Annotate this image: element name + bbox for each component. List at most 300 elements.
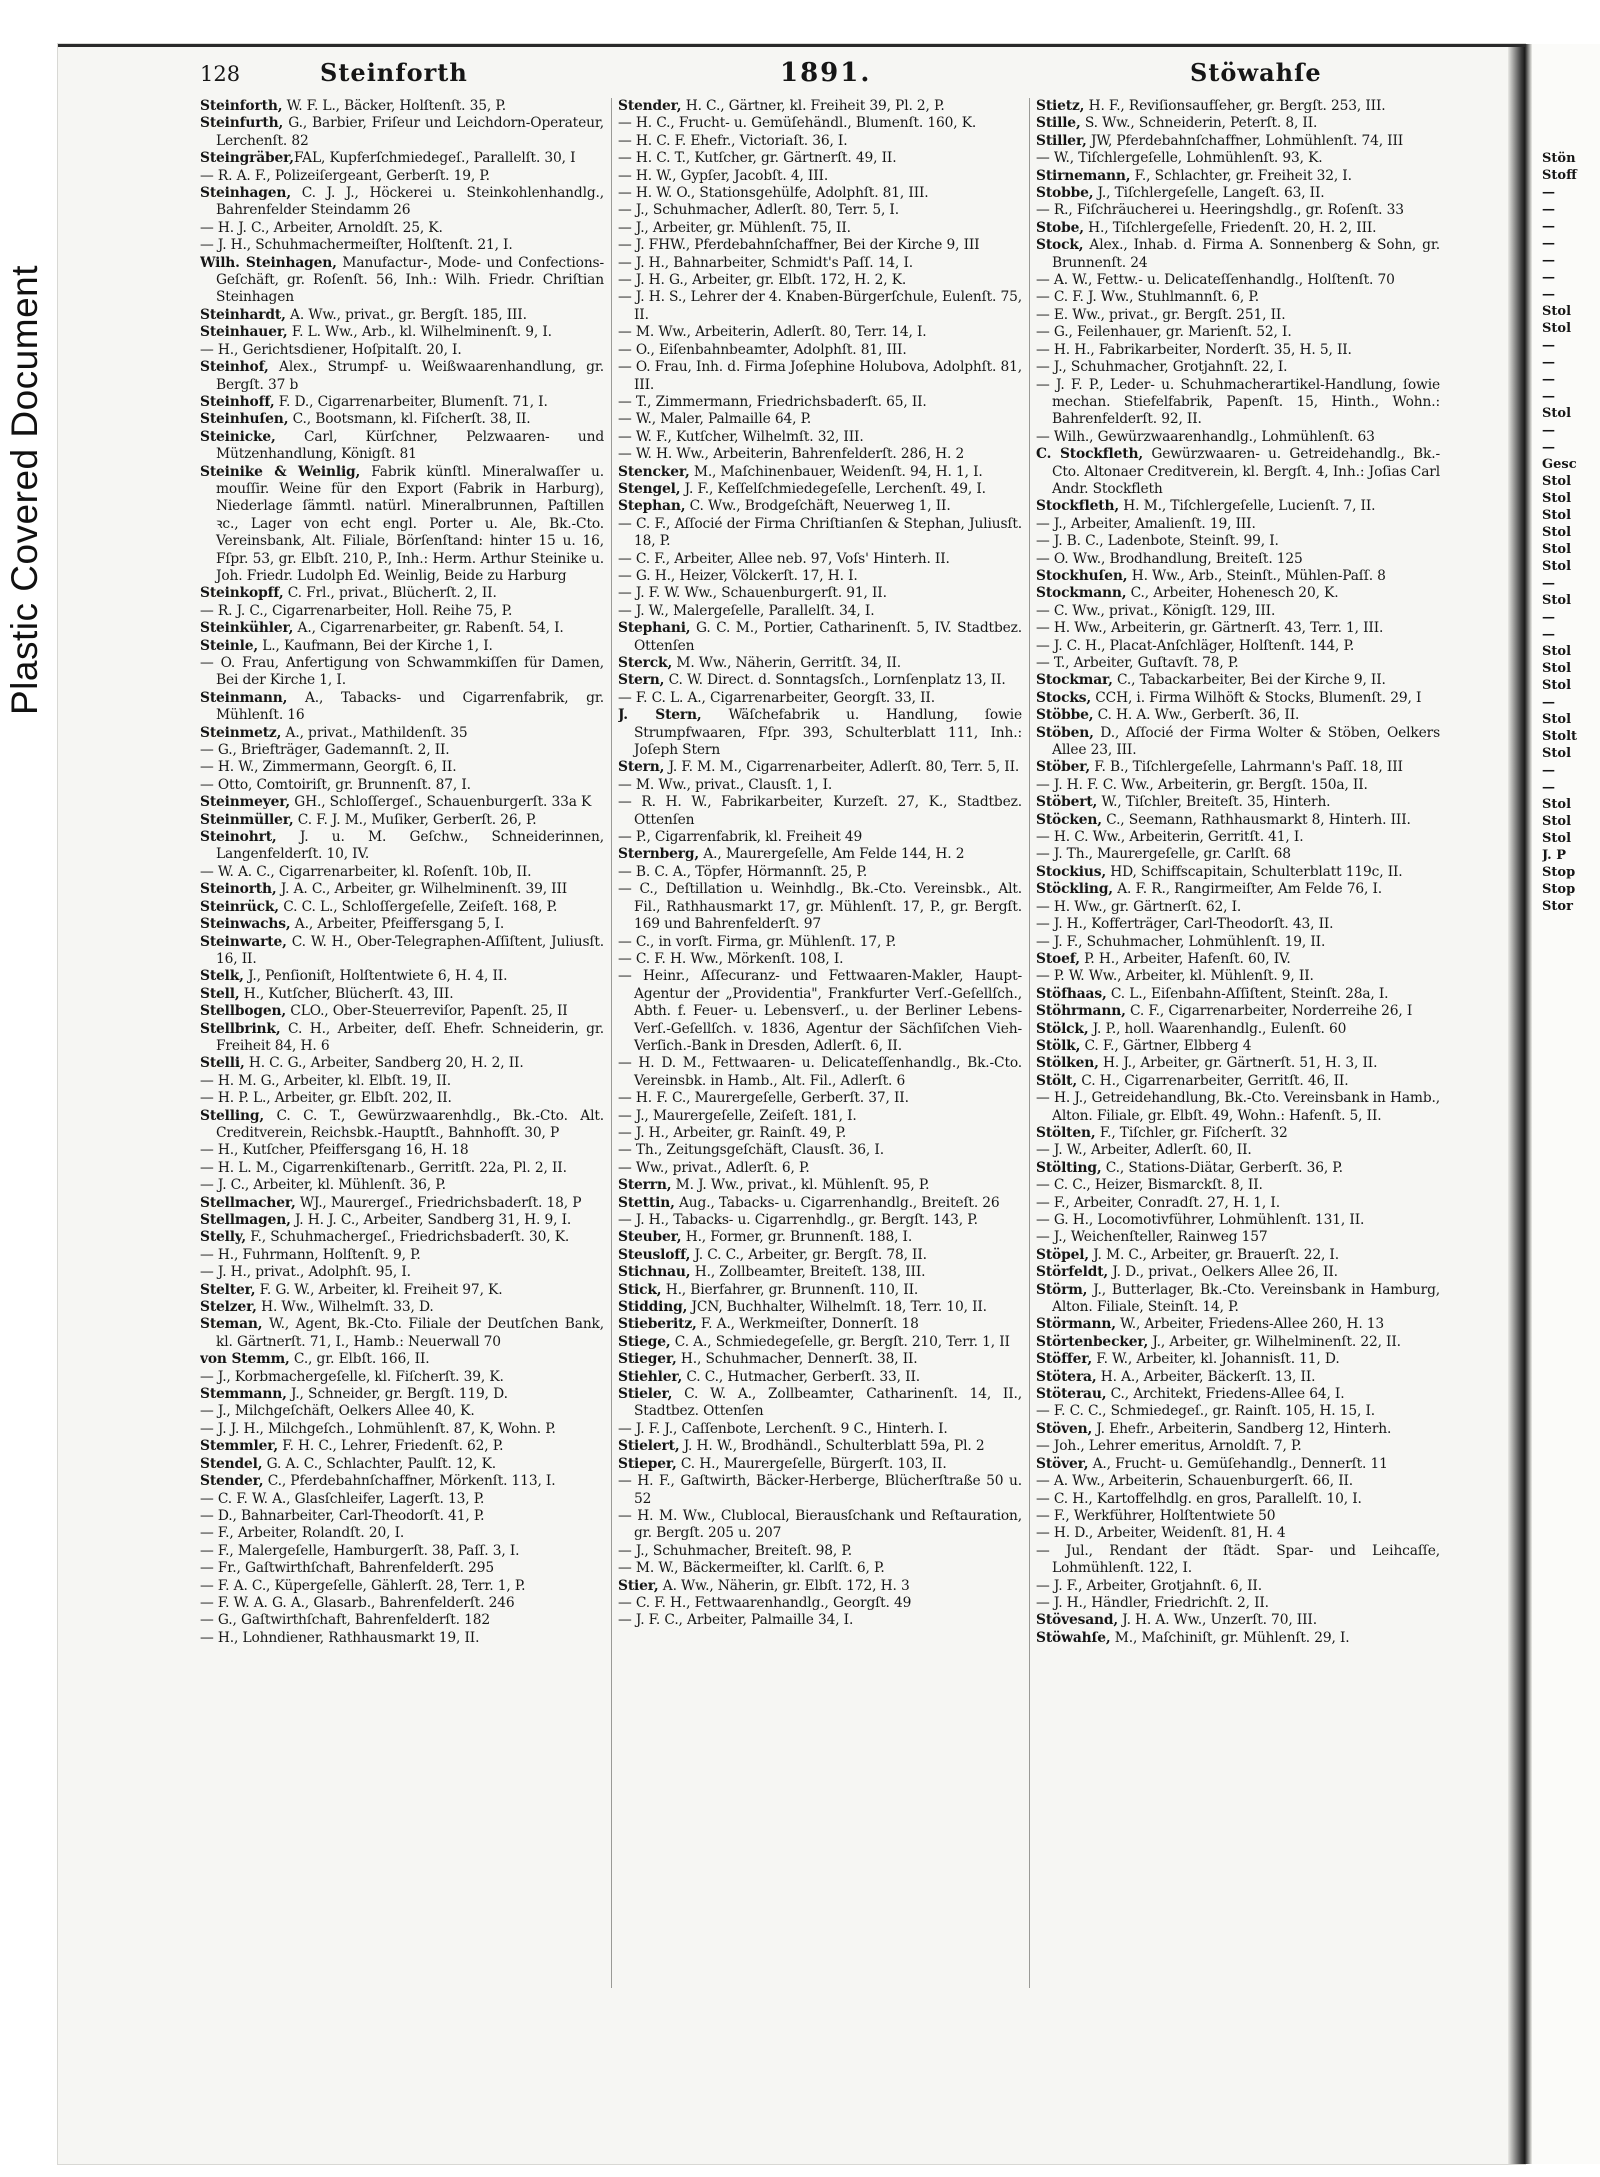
directory-entry [200, 829, 604, 864]
fragment-line: Stor [1542, 899, 1573, 914]
entry-surname: Stern, [618, 672, 665, 689]
directory-entry [618, 603, 1022, 620]
entry-surname: J. Stern, [618, 707, 702, 724]
entry-details: — H. J., Getreidehandlung, Bk.-Cto. Vereinsbank in Hamb., Alton. Filiale, gr. Elbſt. 49, Wohn.: Hafenſt. 5, II. [1036, 1090, 1440, 1124]
entry-details: — J. H. S., Lehrer der 4. Knaben-Bürgerſchule, Eulenſt. 75, II. [618, 289, 1022, 323]
entry-surname: Stöpel, [1036, 1246, 1089, 1263]
entry-surname: Steinwachs, [200, 916, 291, 933]
entry-details: H. M., Tiſchlergeſelle, Lucienſt. 7, II. [1119, 498, 1376, 515]
entry-details: — C. C., Heizer, Bismarckſt. 8, II. [1036, 1177, 1263, 1194]
directory-entry [618, 1142, 1022, 1159]
directory-entry [200, 655, 604, 690]
entry-details: — Otto, Comtoiriſt, gr. Brunnenſt. 87, I. [200, 776, 471, 793]
entry-details: WJ., Maurergeſ., Friedrichsbaderſt. 18, P [295, 1194, 582, 1211]
fragment-line: Stol [1542, 508, 1572, 523]
directory-entry [1036, 777, 1440, 794]
directory-entry [200, 464, 604, 586]
entry-surname: Stille, [1036, 115, 1081, 132]
fragment-line: Stop [1542, 882, 1576, 897]
fragment-line: Stol [1542, 593, 1572, 608]
entry-details: — F. W. A. G. A., Glasarb., Bahrenfelderſt. 246 [200, 1594, 515, 1611]
entry-details: — Heinr., Aſſecuranz- und Fettwaaren-Makler, Haupt-Agentur der „Providentia", Frankfurter Verſ.-Geſellſch., Abth. f. Feuer- u. Lebensverſ., u. der Berliner Lebens-Verſ.-Geſellſch. v. 1836, Agentur der Sächſiſchen Vieh-Verſich.-Bank in Dresden, Adlerſt. 6, II. [618, 968, 1022, 1054]
entry-surname: Stender, [618, 98, 682, 114]
entry-surname: Stemmann, [200, 1386, 287, 1403]
directory-entry [200, 429, 604, 464]
entry-details: J. M. C., Arbeiter, gr. Brauerſt. 22, I. [1088, 1246, 1339, 1263]
entry-details: — H. C. F. Ehefr., Victoriaſt. 36, I. [618, 132, 848, 149]
directory-entry [618, 1612, 1022, 1629]
entry-details: C. L., Eiſenbahn-Aſſiſtent, Steinſt. 28a, I. [1106, 985, 1389, 1002]
entry-details: F. L. Ww., Arb., kl. Wilhelminenſt. 9, I. [287, 324, 552, 341]
directory-entry [1036, 220, 1440, 237]
directory-entry [1036, 1264, 1440, 1281]
entry-surname: Sterck, [618, 655, 673, 671]
entry-details: — J., Weichenſteller, Rainweg 157 [1036, 1229, 1268, 1246]
directory-entry [1036, 429, 1440, 446]
directory-entry [200, 115, 604, 150]
entry-details: C. H., Cigarrenarbeiter, Gerritſt. 46, II. [1077, 1072, 1349, 1089]
entry-details: C. J. J., Höckerei u. Steinkohlenhandlg., Bahrenfelder Steindamm 26 [216, 185, 604, 219]
entry-details: — Joh., Lehrer emeritus, Arnoldſt. 7, P. [1036, 1438, 1302, 1455]
directory-entry [618, 1560, 1022, 1577]
entry-details: A., Maurergeſelle, Am Felde 144, H. 2 [699, 846, 965, 863]
directory-entry [200, 620, 604, 637]
entry-details: — J. J. H., Milchgeſch., Lohmühlenſt. 87, K, Wohn. P. [200, 1420, 556, 1437]
directory-entry [1036, 759, 1440, 776]
entry-surname: Stiller, [1036, 132, 1087, 149]
header-right-word: Stöwahſe [1190, 58, 1322, 87]
entry-surname: Stöhrmann, [1036, 1003, 1126, 1020]
entry-details: C. Frl., privat., Blücherſt. 2, II. [283, 585, 497, 602]
directory-entry [200, 1421, 604, 1438]
directory-entry [200, 255, 604, 307]
directory-entry [200, 986, 604, 1003]
entry-details: J., Butterlager, Bk.-Cto. Vereinsbank in Hamburg, Alton. Filiale, Steinſt. 14, P. [1052, 1281, 1440, 1316]
directory-entry [618, 202, 1022, 219]
directory-entry [200, 342, 604, 359]
entry-surname: Stockmar, [1036, 672, 1113, 689]
fragment-line: — [1542, 423, 1555, 438]
directory-entry [1036, 1630, 1440, 1647]
entry-details: S. Ww., Schneiderin, Peterſt. 8, II. [1080, 115, 1318, 132]
entry-details: — G., Feilenhauer, gr. Marienſt. 52, I. [1036, 324, 1292, 341]
fragment-line: Stop [1542, 865, 1576, 880]
directory-entry [200, 794, 604, 811]
entry-details: J., Tiſchlergeſelle, Langeſt. 63, II. [1093, 185, 1325, 202]
directory-entry [618, 115, 1022, 132]
directory-entry [200, 1612, 604, 1629]
header-left-word: Steinforth [320, 58, 468, 87]
directory-entry [618, 185, 1022, 202]
directory-entry [618, 620, 1022, 655]
directory-column-3 [1036, 98, 1440, 2078]
directory-entry [618, 446, 1022, 463]
entry-surname: Stölting, [1036, 1159, 1102, 1176]
fragment-line: — [1542, 185, 1555, 200]
directory-entry [618, 1351, 1022, 1368]
directory-entry [200, 916, 604, 933]
directory-entry [1036, 968, 1440, 985]
entry-details: — J., Maurergeſelle, Zeiſeſt. 181, I. [618, 1107, 857, 1124]
entry-details: C., Tabackarbeiter, Bei der Kirche 9, II. [1112, 672, 1386, 689]
directory-entry [618, 1282, 1022, 1299]
entry-details: — W. A. C., Cigarrenarbeiter, kl. Roſenſt. 10b, II. [200, 863, 532, 880]
entry-details: — J. H., Arbeiter, gr. Rainſt. 49, P. [618, 1124, 847, 1141]
entry-details: H. A., Arbeiter, Bäckerſt. 13, II. [1096, 1368, 1316, 1385]
entry-details: — J. W., Malergeſelle, Parallelſt. 34, I. [618, 602, 875, 619]
entry-details: W., Agent, Bk.-Cto. Filiale der Deutſchen Bank, kl. Gärtnerſt. 71, I., Hamb.: Neuerwall 70 [216, 1316, 604, 1350]
entry-details: — H., Fuhrmann, Holſtenſt. 9, P. [200, 1246, 421, 1263]
entry-details: M., Maſchinenbauer, Weidenſt. 94, H. 1, I. [689, 463, 983, 480]
directory-entry [200, 1142, 604, 1159]
directory-entry [1036, 934, 1440, 951]
entry-surname: Steinmeyer, [200, 794, 290, 811]
fragment-line: Stol [1542, 644, 1572, 659]
directory-entry [1036, 568, 1440, 585]
entry-surname: Stender, [200, 1473, 264, 1490]
directory-entry [618, 150, 1022, 167]
directory-entry [1036, 1282, 1440, 1317]
directory-entry [618, 1578, 1022, 1595]
directory-entry [200, 220, 604, 237]
directory-entry [1036, 307, 1440, 324]
entry-surname: Steinhuſen, [200, 411, 289, 428]
entry-surname: Stengel, [618, 480, 681, 497]
entry-details: W., Tiſchler, Breiteſt. 35, Hinterh. [1097, 794, 1331, 811]
directory-entry [200, 934, 604, 969]
entry-details: F. B., Tiſchlergeſelle, Lahrmann's Paſſ. 18, III [1089, 759, 1403, 776]
fragment-line: Stol [1542, 831, 1572, 846]
entry-details: — A. W., Fettw.- u. Delicateſſenhandlg., Holſtenſt. 70 [1036, 272, 1395, 289]
directory-entry [618, 464, 1022, 481]
directory-entry [1036, 1578, 1440, 1595]
directory-entry [618, 1369, 1022, 1386]
entry-details: — H., Gerichtsdiener, Hoſpitalſt. 20, I. [200, 341, 462, 358]
directory-entry [200, 1316, 604, 1351]
entry-surname: Stiege, [618, 1333, 671, 1350]
entry-details: — R. J. C., Cigarrenarbeiter, Holl. Reihe 75, P. [200, 602, 513, 619]
directory-entry [1036, 359, 1440, 376]
entry-surname: Stellmacher, [200, 1194, 296, 1211]
entry-details: — H. Ww., Arbeiterin, gr. Gärtnerſt. 43, Terr. 1, III. [1036, 620, 1384, 637]
entry-details: C., Arbeiter, Hohenesch 20, K. [1126, 585, 1339, 602]
entry-details: — H. J. C., Arbeiter, Arnoldſt. 25, K. [200, 219, 443, 236]
fragment-line: Stol [1542, 321, 1572, 336]
directory-entry [200, 1160, 604, 1177]
entry-surname: Stövesand, [1036, 1612, 1119, 1629]
directory-entry [1036, 237, 1440, 272]
entry-details: — H. W., Gypſer, Jacobſt. 4, III. [618, 167, 829, 184]
entry-surname: Stellbogen, [200, 1003, 287, 1020]
directory-entry [200, 1438, 604, 1455]
directory-entry [618, 1316, 1022, 1333]
column-rule [611, 98, 612, 1988]
fragment-line: — [1542, 287, 1555, 302]
fragment-line: Stol [1542, 712, 1572, 727]
entry-details: A., Cigarrenarbeiter, gr. Rabenſt. 54, I. [293, 620, 564, 637]
directory-entry [1036, 1473, 1440, 1490]
entry-surname: Stöber, [1036, 759, 1090, 776]
entry-details: — J. F. C., Arbeiter, Palmaille 34, I. [618, 1612, 854, 1629]
directory-entry [200, 690, 604, 725]
entry-details: — F., Malergeſelle, Hamburgerſt. 38, Paſſ. 3, I. [200, 1542, 520, 1559]
directory-entry [618, 394, 1022, 411]
entry-surname: Stiehler, [618, 1368, 683, 1385]
entry-surname: Stephani, [618, 620, 691, 637]
entry-details: — C., in vorſt. Firma, gr. Mühlenſt. 17, P. [618, 933, 897, 950]
entry-details: — H. H., Fabrikarbeiter, Norderſt. 35, H. 5, II. [1036, 341, 1352, 358]
fragment-line: — [1542, 763, 1555, 778]
directory-entry [618, 568, 1022, 585]
entry-details: J. P., holl. Waarenhandlg., Eulenſt. 60 [1088, 1020, 1347, 1037]
entry-details: — H., Kutſcher, Pfeiffersgang 16, H. 18 [200, 1142, 469, 1159]
directory-entry [618, 690, 1022, 707]
directory-entry [200, 1491, 604, 1508]
entry-details: — C. Ww., privat., Königſt. 129, III. [1036, 602, 1276, 619]
page-number: 128 [200, 62, 241, 86]
entry-surname: Stöterau, [1036, 1386, 1107, 1403]
entry-surname: Stöben, [1036, 724, 1094, 741]
directory-entry [618, 655, 1022, 672]
directory-entry [200, 1212, 604, 1229]
directory-entry [618, 1595, 1022, 1612]
directory-entry [618, 881, 1022, 933]
directory-entry [1036, 881, 1440, 898]
entry-surname: Steinhauer, [200, 324, 288, 341]
directory-entry [618, 1508, 1022, 1543]
entry-surname: Stocks, [1036, 689, 1092, 706]
entry-details: — J., Korbmachergeſelle, kl. Fiſcherſt. 39, K. [200, 1368, 504, 1385]
directory-entry [1036, 115, 1440, 132]
directory-entry [200, 1055, 604, 1072]
entry-details: Fabrik künſtl. Mineralwaſſer u. mouſſir. Weine für den Export (Fabrik in Harburg), Niederlage ſämmtl. natürl. Mineralbrunnen, Paſtillen ꝛc., Lager von echt engl. Porter u. Ale, Bk.-Cto. Vereinsbank, Alt. Filiale, Börſenſtand: hinter 15 u. 16, Fſpr. 53, gr. Elbſt. 210, P., Inh.: Herm. Arthur Steinike u. Joh. Friedr. Ludolph Ed. Weinlig, Beide zu Harburg [216, 463, 604, 584]
entry-surname: Stoef, [1036, 950, 1080, 967]
directory-entry [618, 1543, 1022, 1560]
entry-details: G. C. M., Portier, Catharinenſt. 5, IV. Stadtbez. Ottenſen [634, 620, 1022, 654]
entry-surname: Störtenbecker, [1036, 1333, 1149, 1350]
entry-details: — G., Briefträger, Gademannſt. 2, II. [200, 742, 450, 759]
entry-surname: Stölk, [1036, 1037, 1081, 1054]
directory-entry [618, 429, 1022, 446]
entry-surname: Stelk, [200, 968, 244, 985]
entry-details: H., Bierfahrer, gr. Brunnenſt. 110, II. [661, 1281, 919, 1298]
entry-surname: Steinhof, [200, 359, 269, 376]
entry-surname: Stieberitz, [618, 1316, 697, 1333]
entry-details: J., Schneider, gr. Bergſt. 119, D. [286, 1386, 508, 1403]
directory-entry [1036, 342, 1440, 359]
directory-entry [1036, 1160, 1440, 1177]
entry-details: — H., Lohndiener, Rathhausmarkt 19, II. [200, 1629, 480, 1646]
directory-entry [200, 1543, 604, 1560]
entry-details: — F. A. C., Küpergeſelle, Gählerſt. 28, Terr. 1, P. [200, 1577, 526, 1594]
directory-entry [618, 1334, 1022, 1351]
entry-details: — Ww., privat., Adlerſt. 6, P. [618, 1159, 810, 1176]
entry-details: — P., Cigarrenfabrik, kl. Freiheit 49 [618, 829, 863, 846]
entry-details: J. D., privat., Oelkers Allee 26, II. [1108, 1264, 1338, 1281]
directory-entry [1036, 533, 1440, 550]
fragment-line: Stol [1542, 559, 1572, 574]
directory-entry [200, 394, 604, 411]
entry-details: C. C. T., Gewürzwaarenhdlg., Bk.-Cto. Alt. Creditverein, Reichsbk.-Hauptſt., Bahnhofſt. 30, P [216, 1107, 604, 1141]
entry-details: C., Stations-Diätar, Gerberſt. 36, P. [1101, 1159, 1343, 1176]
fragment-line: — [1542, 695, 1555, 710]
directory-entry [618, 1386, 1022, 1421]
entry-surname: Steinmetz, [200, 724, 282, 741]
directory-entry [1036, 1003, 1440, 1020]
entry-surname: Stölken, [1036, 1055, 1099, 1072]
entry-details: — Th., Zeitungsgeſchäft, Clausſt. 36, I. [618, 1142, 884, 1159]
entry-details: JCN, Buchhalter, Wilhelmſt. 18, Terr. 10, II. [687, 1299, 987, 1316]
entry-details: — H. M. Ww., Clublocal, Bierausſchank und Reſtauration, gr. Bergſt. 205 u. 207 [618, 1507, 1022, 1542]
entry-details: J. H. A. Ww., Unzerſt. 70, III. [1118, 1612, 1317, 1629]
entry-surname: Störfeldt, [1036, 1264, 1109, 1281]
entry-details: — H. W., Zimmermann, Georgſt. 6, II. [200, 759, 457, 776]
directory-entry [1036, 1212, 1440, 1229]
directory-entry [1036, 1177, 1440, 1194]
entry-details: — J., Arbeiter, Amalienſt. 19, III. [1036, 515, 1256, 532]
directory-entry [1036, 1386, 1440, 1403]
entry-details: — H. W. O., Stationsgehülfe, Adolphſt. 81, III. [618, 185, 929, 202]
entry-surname: Steinwarte, [200, 933, 287, 950]
entry-details: C., Bootsmann, kl. Fiſcherſt. 38, II. [288, 411, 531, 428]
directory-entry [200, 812, 604, 829]
fragment-line: — [1542, 440, 1555, 455]
directory-entry [1036, 638, 1440, 655]
entry-details: — J. F., Arbeiter, Grotjahnſt. 6, II. [1036, 1577, 1262, 1594]
directory-entry [618, 1195, 1022, 1212]
entry-surname: Stöwahſe, [1036, 1629, 1111, 1646]
fragment-line: Stol [1542, 406, 1572, 421]
entry-surname: Steinhagen, [200, 185, 291, 202]
entry-details: Alex., Strumpf- u. Weißwaarenhandlung, gr. Bergſt. 37 b [216, 359, 604, 393]
entry-details: — J., Arbeiter, gr. Mühlenſt. 75, II. [618, 219, 851, 236]
entry-surname: Steinmüller, [200, 811, 294, 828]
entry-details: CCH, i. Firma Wilhöft & Stocks, Blumenſt. 29, I [1091, 689, 1422, 706]
entry-details: H., Former, gr. Brunnenſt. 188, I. [681, 1229, 913, 1246]
entry-details: M. J. Ww., privat., kl. Mühlenſt. 95, P. [671, 1177, 930, 1194]
directory-entry [200, 185, 604, 220]
entry-details: A. Ww., privat., gr. Bergſt. 185, III. [285, 306, 527, 323]
directory-entry [200, 725, 604, 742]
entry-surname: Stockhuſen, [1036, 567, 1128, 584]
entry-details: — H. C. T., Kutſcher, gr. Gärtnerſt. 49, II. [618, 150, 897, 167]
entry-details: — J. F. J., Caſſenbote, Lerchenſt. 9 C., Hinterh. I. [618, 1420, 948, 1437]
entry-details: F. G. W., Arbeiter, kl. Freiheit 97, K. [255, 1281, 503, 1298]
entry-surname: Stieger, [618, 1351, 677, 1368]
directory-entry [618, 1247, 1022, 1264]
directory-entry [1036, 98, 1440, 115]
adjacent-page-fragments [1542, 150, 1600, 2050]
entry-details: — O. Frau, Anfertigung von Schwammkiſſen für Damen, Bei der Kirche 1, I. [200, 655, 604, 689]
directory-entry [618, 359, 1022, 394]
fragment-line: Stol [1542, 542, 1572, 557]
directory-entry [1036, 1612, 1440, 1629]
directory-entry [200, 742, 604, 759]
entry-surname: Stöcken, [1036, 811, 1102, 828]
entry-surname: Steinicke, [200, 428, 276, 445]
fragment-line: Stol [1542, 491, 1572, 506]
directory-entry [200, 1177, 604, 1194]
fragment-line: — [1542, 236, 1555, 251]
entry-details: A. F. R., Rangirmeiſter, Am Felde 76, I. [1112, 881, 1383, 898]
directory-entry [200, 1247, 604, 1264]
fragment-line: Stol [1542, 678, 1572, 693]
entry-details: F. A., Werkmeiſter, Donnerſt. 18 [696, 1316, 919, 1333]
entry-details: — C. F. H. Ww., Mörkenſt. 108, I. [618, 950, 844, 967]
directory-entry [618, 1456, 1022, 1473]
entry-surname: Steinkopff, [200, 585, 284, 602]
fragment-line: — [1542, 270, 1555, 285]
directory-entry [200, 168, 604, 185]
entry-details: D., Aſſocié der Firma Wolter & Stöben, Oelkers Allee 23, III. [1052, 724, 1440, 759]
entry-details: — J. H., Bahnarbeiter, Schmidt's Paſſ. 14, I. [618, 254, 914, 271]
fragment-line: — [1542, 338, 1555, 353]
entry-details: CLO., Ober-Steuerreviſor, Papenſt. 25, II [286, 1003, 568, 1020]
entry-surname: Sternberg, [618, 846, 700, 863]
directory-entry [1036, 289, 1440, 306]
entry-details: — H. M. G., Arbeiter, kl. Elbſt. 19, II. [200, 1072, 451, 1089]
directory-entry [1036, 585, 1440, 602]
entry-surname: Stieper, [618, 1455, 677, 1472]
entry-details: — J. W., Arbeiter, Adlerſt. 60, II. [1036, 1142, 1252, 1159]
directory-entry [618, 255, 1022, 272]
entry-surname: Stelli, [200, 1055, 245, 1072]
entry-details: — H. F., Gaſtwirth, Bäcker-Herberge, Blücherſtraße 50 u. 52 [618, 1473, 1022, 1507]
entry-details: — H. D. M., Fettwaaren- u. Delicateſſenhandlg., Bk.-Cto. Vereinsbk. in Hamb., Alt. Fil., Adlerſt. 6 [618, 1055, 1022, 1089]
fragment-line: — [1542, 780, 1555, 795]
entry-details: — J. H., Schuhmachermeiſter, Holſtenſt. 21, I. [200, 237, 513, 254]
directory-entry [618, 1229, 1022, 1246]
entry-surname: Stern, [618, 759, 665, 776]
directory-entry [200, 881, 604, 898]
directory-entry [1036, 1038, 1440, 1055]
entry-details: — O. Ww., Brodhandlung, Breiteſt. 125 [1036, 550, 1303, 567]
entry-surname: Stielert, [618, 1438, 680, 1455]
entry-details: — J. FHW., Pferdebahnſchaffner, Bei der Kirche 9, III [618, 237, 980, 254]
entry-details: — F., Arbeiter, Rolandſt. 20, I. [200, 1525, 405, 1542]
header-year: 1891. [780, 58, 872, 88]
entry-details: — J., Schuhmacher, Grotjahnſt. 22, I. [1036, 359, 1288, 376]
directory-entry [200, 1264, 604, 1281]
directory-entry [200, 1595, 604, 1612]
entry-details: C., Architekt, Friedens-Allee 64, I. [1106, 1386, 1345, 1403]
directory-entry [1036, 672, 1440, 689]
entry-details: — C. H., Kartoffelhdlg. en gros, Parallelſt. 10, I. [1036, 1490, 1362, 1507]
entry-surname: von Stemm, [200, 1351, 290, 1368]
entry-details: — C., Deſtillation u. Weinhdlg., Bk.-Cto. Vereinsbk., Alt. Fil., Rathhausmarkt 17, gr. Mühlenſt. 17, P., gr. Bergſt. 169 und Bahrenfelderſt. 97 [618, 881, 1022, 933]
directory-entry [618, 1473, 1022, 1508]
entry-details: — Fr., Gaſtwirthſchaft, Bahrenfelderſt. 295 [200, 1560, 494, 1577]
entry-details: F. D., Cigarrenarbeiter, Blumenſt. 71, I. [274, 393, 548, 410]
entry-surname: Stier, [618, 1577, 659, 1594]
directory-entry [200, 1090, 604, 1107]
directory-entry [200, 359, 604, 394]
entry-details: F., Schlachter, gr. Freiheit 32, I. [1130, 167, 1352, 184]
entry-details: — H. Ww., gr. Gärtnerſt. 62, I. [1036, 898, 1242, 915]
entry-surname: Stidding, [618, 1299, 688, 1316]
entry-details: H., Zollbeamter, Breiteſt. 138, III. [690, 1264, 926, 1281]
directory-entry [1036, 1508, 1440, 1525]
directory-entry [200, 1108, 604, 1143]
directory-entry [1036, 1456, 1440, 1473]
entry-surname: Stelzer, [200, 1299, 257, 1316]
directory-entry [1036, 794, 1440, 811]
directory-entry [618, 1108, 1022, 1125]
directory-entry [618, 498, 1022, 515]
entry-details: J. Ehefr., Arbeiterin, Sandberg 12, Hinterh. [1092, 1420, 1392, 1437]
entry-details: — J., Milchgeſchäft, Oelkers Allee 40, K. [200, 1403, 475, 1420]
fragment-line: — [1542, 372, 1555, 387]
